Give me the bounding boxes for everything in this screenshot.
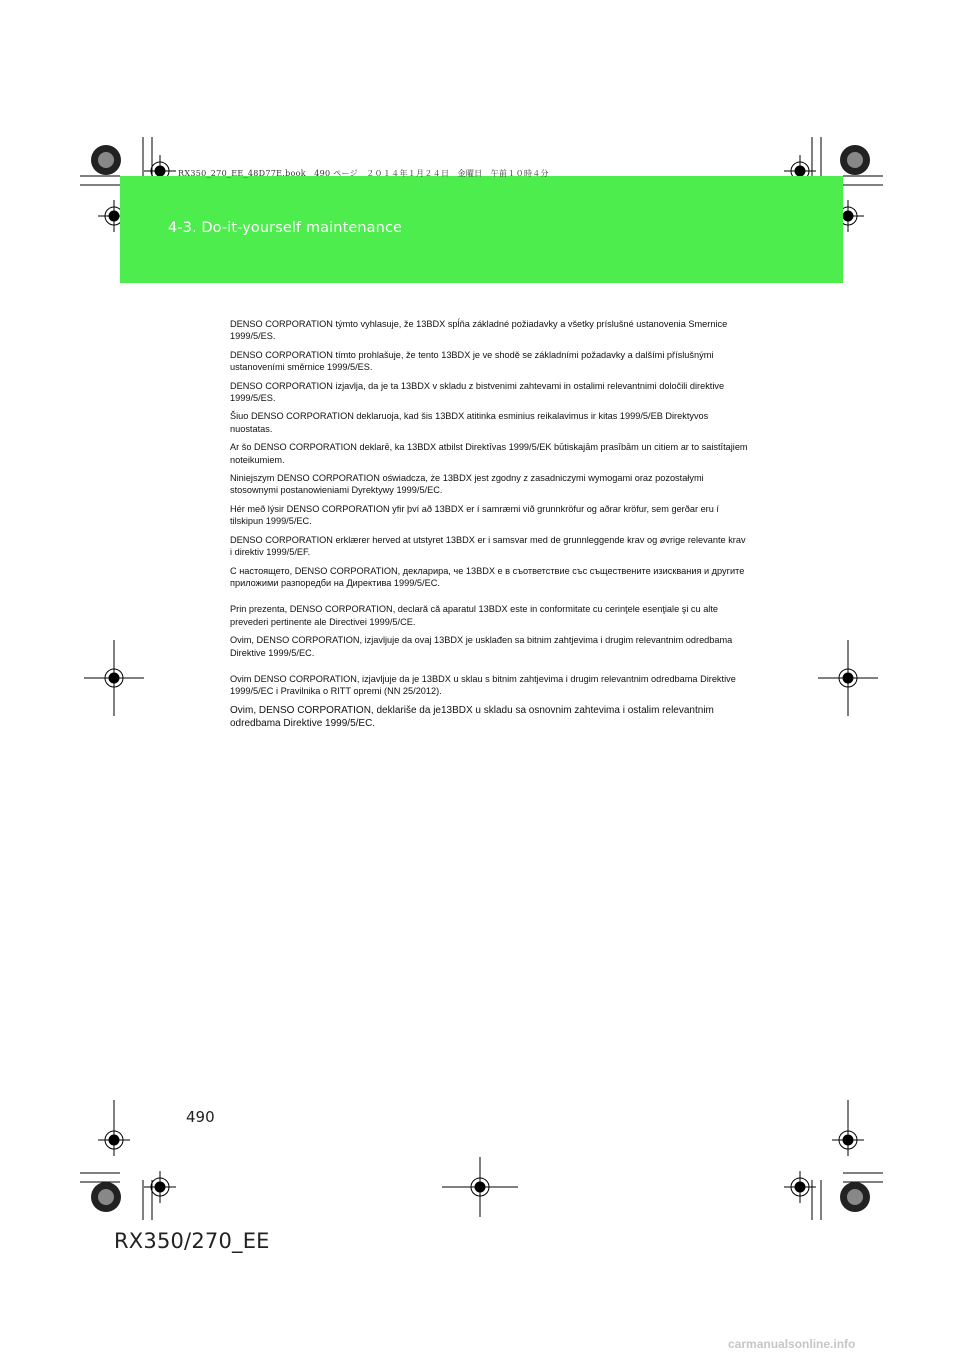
declaration-bulgarian: С настоящето, DENSO CORPORATION, декларира, че 13BDX е в съответствие със съществените изисквания и другите приложими разпоредби на Директива 1999/5/ЕС.: [230, 565, 745, 588]
declaration-lithuanian: Šiuo DENSO CORPORATION deklaruoja, kad šis 13BDX atitinka esminius reikalavimus ir kitas 1999/5/EB Direktyvos nuostatas.: [230, 411, 709, 434]
watermark: carmanualsonline.info: [728, 1337, 856, 1351]
declaration-latvian: Ar šo DENSO CORPORATION deklarē, ka 13BDX atbilst Direktīvas 1999/5/EK būtiskajām prasībām un citiem ar to saistītajiem noteikumiem.: [230, 442, 748, 465]
declaration-serbian: Ovim, DENSO CORPORATION, deklariše da je13BDX u skladu sa osnovnim zahtevima i ostalim relevantnim odredbama Direktive 1999/5/EC.: [230, 704, 714, 730]
declaration-list: [230, 318, 750, 737]
model-code: RX350/270_EE: [114, 1229, 270, 1253]
print-stamp: RX350_270_EE_48D77E.book 490 ページ ２０１４年１月２４日 金曜日 午前１０時４分: [178, 169, 549, 178]
declaration-croatian: Ovim DENSO CORPORATION, izjavljuje da je 13BDX u sklau s bitnim zahtjevima i drugim relevantnim odredbama Direktive 1999/5/EC i Pravilnika o RITT opremi (NN 25/2012).: [230, 673, 736, 697]
declaration-romanian: Prin prezenta, DENSO CORPORATION, declară că aparatul 13BDX este in conformitate cu cerinţele esenţiale şi cu alte prevederi pertinente ale Directivei 1999/5/CE.: [230, 604, 719, 627]
declaration-polish: Niniejszym DENSO CORPORATION oświadcza, że 13BDX jest zgodny z zasadniczymi wymogami oraz pozostałymi stosownymi postanowieniami Dyrektywy 1999/5/EC.: [230, 473, 704, 496]
declaration-slovak: DENSO CORPORATION týmto vyhlasuje, že 13BDX spĺňa základné požiadavky a všetky príslušné ustanovenia Smernice 1999/5/ES.: [230, 319, 728, 342]
declaration-norwegian: DENSO CORPORATION erklærer herved at utstyret 13BDX er i samsvar med de grunnleggende krav og øvrige relevante krav i direktiv 1999/5/EF.: [230, 534, 746, 558]
declaration-icelandic: Hér með lýsir DENSO CORPORATION yfir því að 13BDX er í samræmi við grunnkröfur og aðrar kröfur, sem gerðar eru í tilskipun 1999/5/EC.: [230, 503, 719, 527]
section-title: 4-3. Do-it-yourself maintenance: [168, 220, 403, 236]
declaration-slovenian: DENSO CORPORATION izjavlja, da je ta 13BDX v skladu z bistvenimi zahtevami in ostalimi relevantnimi določili direktive 1999/5/ES.: [230, 380, 725, 404]
page-number: 490: [186, 1108, 215, 1126]
declaration-bosnian: Ovim, DENSO CORPORATION, izjavljuje da ovaj 13BDX je usklađen sa bitnim zahtjevima i drugim relevantnim odredbama Direktive 1999/5/EC.: [230, 635, 733, 658]
declaration-czech: DENSO CORPORATION tímto prohlašuje, že tento 13BDX je ve shodě se základními požadavky a dalšími příslušnými ustanoveními směrnice 1999/5/ES.: [230, 349, 714, 373]
